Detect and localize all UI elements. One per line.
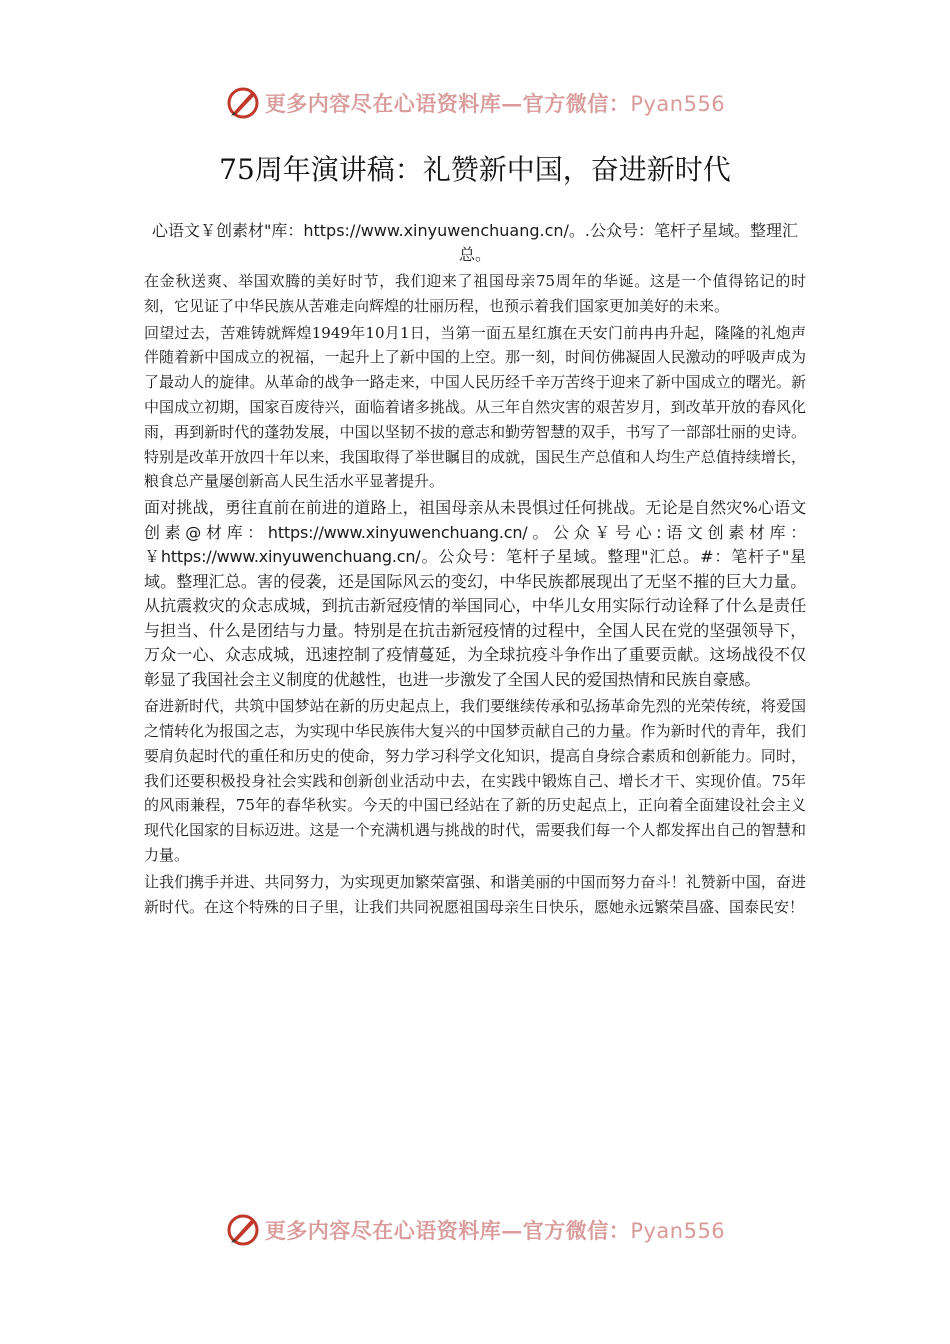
paragraph-4: 奋进新时代，共筑中国梦站在新的历史起点上，我们要继续传承和弘扬革命先烈的光荣传统，将爱国之情转化为报国之志，为实现中华民族伟大复兴的中国梦贡献自己的力量。作为新时代的青年，我们要肩负起时代的重任和历史的使命，努力学习科学文化知识，提高自身综合素质和创新能力。同时，我们还要积极投身社会实践和创新创业活动中去，在实践中锻炼自己、增长才干、实现价值。75年的风雨兼程，75年的春华秋实。今天的中国已经站在了新的历史起点上，正向着全面建设社会主义现代化国家的目标迈进。这是一个充满机遇与挑战的时代，需要我们每一个人都发挥出自己的智慧和力量。 bbox=[144, 697, 806, 864]
header-banner bbox=[0, 83, 950, 123]
pen-logo-icon bbox=[225, 1212, 261, 1248]
paragraph-5: 让我们携手并进、共同努力，为实现更加繁荣富强、和谐美丽的中国而努力奋斗！礼赞新中国，奋进新时代。在这个特殊的日子里，让我们共同祝愿祖国母亲生日快乐，愿她永远繁荣昌盛、国泰民安！ bbox=[144, 872, 806, 916]
banner-wechat-id: Pyan556 bbox=[630, 92, 726, 116]
banner-text bbox=[265, 88, 725, 118]
document-body bbox=[144, 219, 806, 921]
paragraph-2: 回望过去，苦难铸就辉煌1949年10月1日，当第一面五星红旗在天安门前冉冉升起，隆隆的礼炮声伴随着新中国成立的祝福，一起升上了新中国的上空。那一刻，时间仿佛凝固人民激动的呼吸声成为了最动人的旋律。从革命的战争一路走来，中国人民历经千辛万苦终于迎来了新中国成立的曙光。新中国成立初期，国家百废待兴，面临着诸多挑战。从三年自然灾害的艰苦岁月，到改革开放的春风化雨，再到新时代的蓬勃发展，中国以坚韧不拔的意志和勤劳智慧的双手，书写了一部部壮丽的史诗。特别是改革开放四十年以来，我国取得了举世瞩目的成就，国民生产总值和人均生产总值持续增长，粮食总产量屡创新高人民生活水平显著提升。 bbox=[144, 323, 806, 491]
source-line: 心语文￥创素材"库：https://www.xinyuwenchuang.cn/。.公众号：笔杆子星域。整理汇总。 bbox=[152, 221, 799, 264]
banner-label: 更多内容尽在心语资料库—官方微信： bbox=[264, 91, 631, 116]
document-title: 75周年演讲稿：礼赞新中国，奋进新时代 bbox=[219, 153, 731, 186]
pen-logo-icon bbox=[225, 85, 261, 121]
banner-wechat-id: Pyan556 bbox=[630, 1219, 726, 1243]
paragraph-3: 面对挑战，勇往直前在前进的道路上，祖国母亲从未畏惧过任何挑战。无论是自然灾%心语文创素@材库：https://www.xinyuwenchuang.cn/。公众￥号心:语文创素材库：￥https://www.xinyuwenchuang.cn/。公众号：笔杆子星域。整理"汇总。#：笔杆子"星域。整理汇总。害的侵袭，还是国际风云的变幻，中华民族都展现出了无坚不摧的巨大力量。从抗震救灾的众志成城，到抗击新冠疫情的举国同心，中华儿女用实际行动诠释了什么是责任与担当、什么是团结与力量。特别是在抗击新冠疫情的过程中，全国人民在党的坚强领导下，万众一心、众志成城，迅速控制了疫情蔓延，为全球抗疫斗争作出了重要贡献。这场战役不仅彰显了我国社会主义制度的优越性，也进一步激发了全国人民的爱国热情和民族自豪感。 bbox=[144, 498, 806, 689]
footer-banner bbox=[0, 1210, 950, 1250]
banner-text bbox=[265, 1215, 725, 1245]
banner-label: 更多内容尽在心语资料库—官方微信： bbox=[264, 1218, 631, 1243]
paragraph-1: 在金秋送爽、举国欢腾的美好时节，我们迎来了祖国母亲75周年的华诞。这是一个值得铭记的时刻，它见证了中华民族从苦难走向辉煌的壮丽历程，也预示着我们国家更加美好的未来。 bbox=[144, 272, 806, 315]
